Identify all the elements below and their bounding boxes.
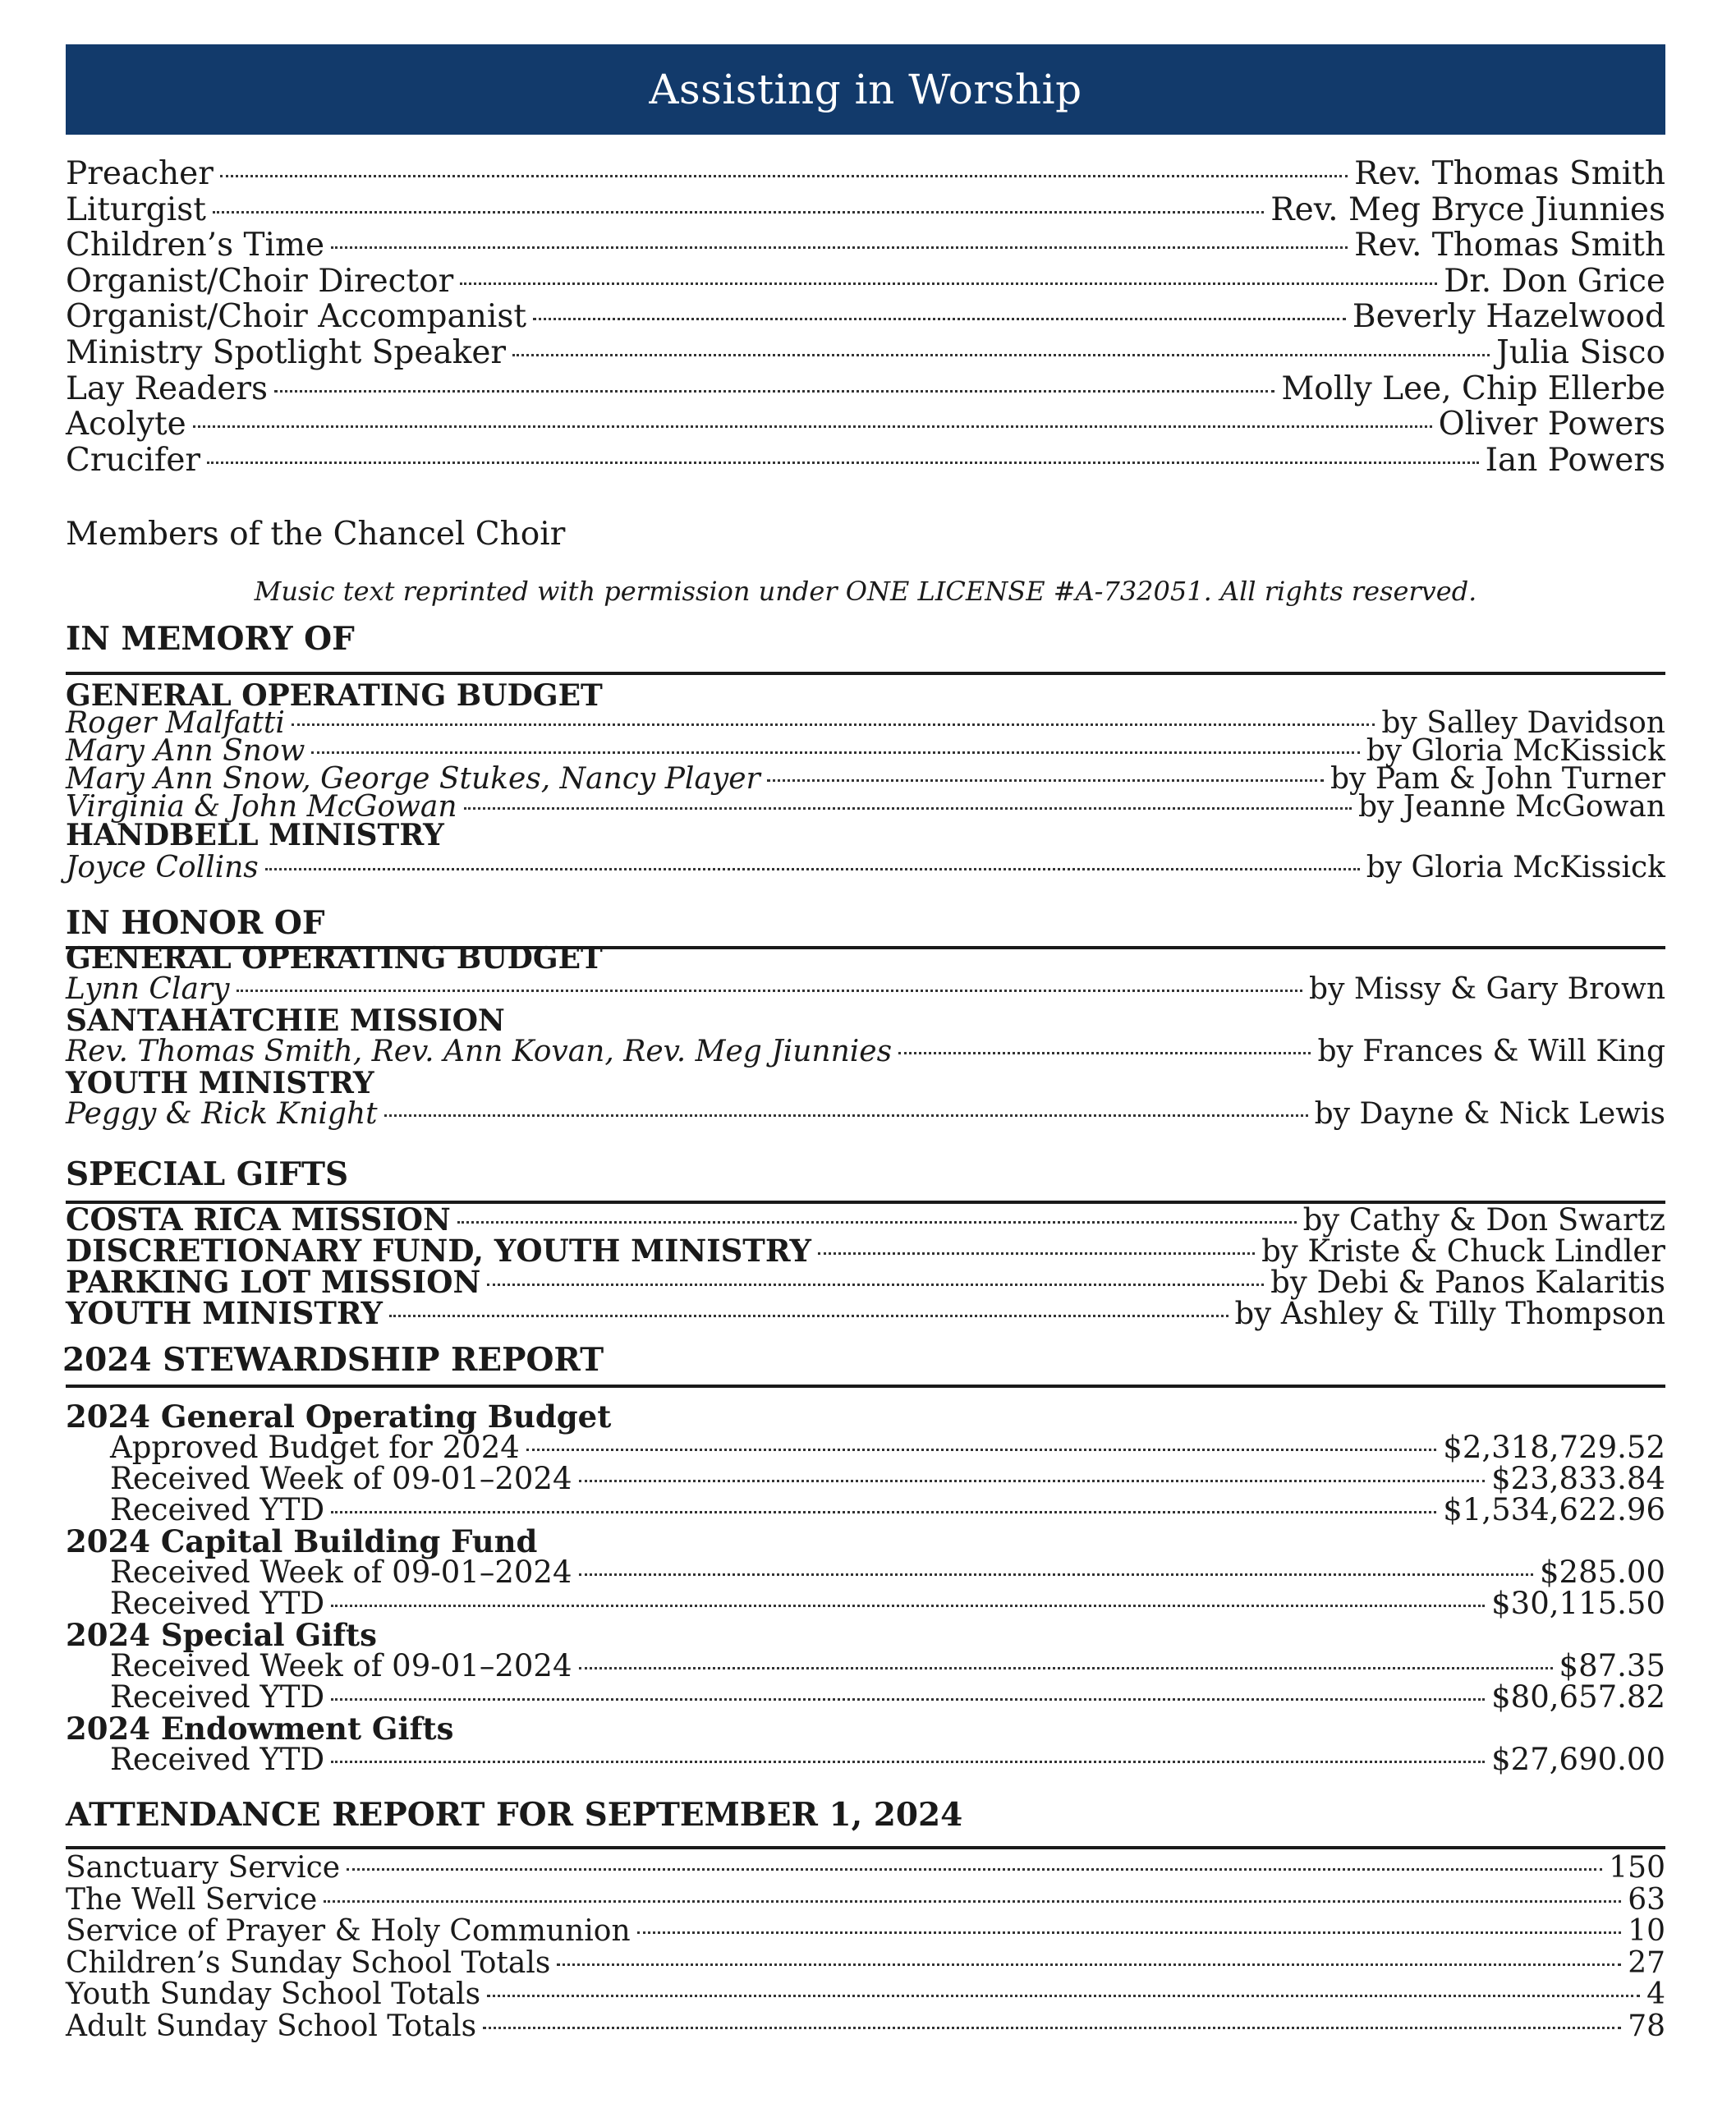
in-memory-list xyxy=(66,678,1665,884)
list-item: Organist/Choir Accompanist Beverly Hazelwood xyxy=(66,298,1665,336)
dot-leader xyxy=(265,868,1360,870)
section-divider xyxy=(66,1385,1665,1388)
list-item: Received YTD $1,534,622.96 xyxy=(110,1492,1665,1527)
list-item: Adult Sunday School Totals 78 xyxy=(66,2009,1665,2043)
list-item: Sanctuary Service 150 xyxy=(66,1851,1665,1885)
special-gifts-list xyxy=(66,1201,1665,1331)
list-item: Mary Ann Snow by Gloria McKissick xyxy=(66,734,1665,768)
dot-leader xyxy=(818,1252,1255,1255)
list-item: Acolyte Oliver Powers xyxy=(66,406,1665,443)
dot-leader xyxy=(331,246,1348,249)
dot-leader xyxy=(512,354,1490,356)
attendance-heading: ATTENDANCE REPORT FOR SEPTEMBER 1, 2024 xyxy=(66,1796,963,1834)
list-item: Organist/Choir Director Dr. Don Grice xyxy=(66,262,1665,300)
dot-leader xyxy=(460,282,1437,285)
page-title: Assisting in Worship xyxy=(649,66,1082,113)
list-item: Ministry Spotlight Speaker Julia Sisco xyxy=(66,333,1665,371)
dot-leader xyxy=(220,175,1348,177)
list-item: YOUTH MINISTRY by Ashley & Tilly Thompson xyxy=(66,1295,1665,1331)
list-item: Received YTD $80,657.82 xyxy=(110,1679,1665,1715)
list-item: Virginia & John McGowan by Jeanne McGowan xyxy=(66,790,1665,824)
fund-title: 2024 General Operating Budget xyxy=(66,1398,612,1435)
list-item: The Well Service 63 xyxy=(66,1882,1665,1917)
list-item: DISCRETIONARY FUND, YOUTH MINISTRY by Kriste & Chuck Lindler xyxy=(66,1233,1665,1269)
dot-leader xyxy=(237,990,1303,992)
stewardship-heading: 2024 STEWARDSHIP REPORT xyxy=(62,1341,604,1379)
list-item: Approved Budget for 2024 $2,318,729.52 xyxy=(110,1430,1665,1465)
fund-title: GENERAL OPERATING BUDGET xyxy=(66,941,603,976)
in-honor-heading: IN HONOR OF xyxy=(66,904,325,942)
fund-title: GENERAL OPERATING BUDGET xyxy=(66,678,603,713)
list-item: Roger Malfatti by Salley Davidson xyxy=(66,706,1665,740)
dot-leader xyxy=(487,1995,1640,1997)
section-divider xyxy=(66,1846,1665,1849)
dot-leader xyxy=(389,1315,1229,1317)
dot-leader xyxy=(579,1480,1486,1482)
list-item: Crucifer Ian Powers xyxy=(66,441,1665,479)
in-memory-heading: IN MEMORY OF xyxy=(66,620,355,658)
dot-leader xyxy=(457,1221,1297,1224)
list-item: Children’s Time Rev. Thomas Smith xyxy=(66,227,1665,264)
dot-leader xyxy=(483,2027,1621,2029)
dot-leader xyxy=(331,1511,1436,1513)
list-item: Rev. Thomas Smith, Rev. Ann Kovan, Rev. Meg Jiunnies by Frances & Will King xyxy=(66,1035,1665,1068)
dot-leader xyxy=(579,1667,1553,1669)
fund-title: 2024 Endowment Gifts xyxy=(66,1711,454,1747)
fund-title: HANDBELL MINISTRY xyxy=(66,818,444,852)
section-divider xyxy=(66,672,1665,675)
list-item: Peggy & Rick Knight by Dayne & Nick Lewis xyxy=(66,1097,1665,1131)
dot-leader xyxy=(193,425,1432,428)
dot-leader xyxy=(331,1698,1485,1701)
dot-leader xyxy=(898,1052,1311,1054)
in-honor-list xyxy=(66,941,1665,1132)
dot-leader xyxy=(767,779,1324,782)
page-title-banner xyxy=(66,44,1665,135)
worship-roles-list xyxy=(66,156,1665,478)
stewardship-list xyxy=(66,1398,1665,1777)
dot-leader xyxy=(292,723,1375,726)
dot-leader xyxy=(637,1931,1622,1934)
list-item: Preacher Rev. Thomas Smith xyxy=(66,155,1665,192)
list-item: Lynn Clary by Missy & Gary Brown xyxy=(66,972,1665,1006)
list-item: COSTA RICA MISSION by Cathy & Don Swartz xyxy=(66,1201,1665,1238)
list-item: Received YTD $27,690.00 xyxy=(110,1742,1665,1777)
dot-leader xyxy=(384,1114,1308,1117)
dot-leader xyxy=(311,751,1359,754)
dot-leader xyxy=(464,807,1352,810)
list-item: Received Week of 09-01–2024 $23,833.84 xyxy=(110,1461,1665,1496)
fund-title: 2024 Special Gifts xyxy=(66,1617,377,1653)
dot-leader xyxy=(526,1449,1437,1451)
list-item: PARKING LOT MISSION by Debi & Panos Kalaritis xyxy=(66,1264,1665,1300)
fund-title: SANTAHATCHIE MISSION xyxy=(66,1003,505,1038)
list-item: Joyce Collins by Gloria McKissick xyxy=(66,851,1665,884)
dot-leader xyxy=(347,1868,1602,1871)
fund-title: 2024 Capital Building Fund xyxy=(66,1523,538,1559)
dot-leader xyxy=(324,1900,1621,1903)
dot-leader xyxy=(331,1761,1485,1763)
fund-title: YOUTH MINISTRY xyxy=(66,1066,374,1100)
dot-leader xyxy=(533,318,1346,320)
special-gifts-heading: SPECIAL GIFTS xyxy=(66,1155,349,1193)
dot-leader xyxy=(274,390,1274,393)
dot-leader xyxy=(487,1284,1264,1286)
dot-leader xyxy=(579,1573,1533,1576)
attendance-list xyxy=(66,1853,1665,2043)
list-item: Service of Prayer & Holy Communion 10 xyxy=(66,1914,1665,1949)
dot-leader xyxy=(557,1963,1621,1966)
list-item: Lay Readers Molly Lee, Chip Ellerbe xyxy=(66,370,1665,407)
list-item: Youth Sunday School Totals 4 xyxy=(66,1977,1665,2012)
dot-leader xyxy=(213,211,1264,214)
list-item: Children’s Sunday School Totals 27 xyxy=(66,1945,1665,1980)
list-item: Mary Ann Snow, George Stukes, Nancy Player by Pam & John Turner xyxy=(66,762,1665,796)
list-item: Received YTD $30,115.50 xyxy=(110,1586,1665,1621)
list-item: Received Week of 09-01–2024 $285.00 xyxy=(110,1555,1665,1590)
license-notice: Music text reprinted with permission under ONE LICENSE #A-732051. All rights reserved. xyxy=(254,576,1477,607)
list-item: Liturgist Rev. Meg Bryce Jiunnies xyxy=(66,191,1665,228)
dot-leader xyxy=(331,1605,1485,1607)
list-item: Received Week of 09-01–2024 $87.35 xyxy=(110,1648,1665,1683)
dot-leader xyxy=(207,462,1478,464)
choir-line: Members of the Chancel Choir xyxy=(66,516,566,553)
